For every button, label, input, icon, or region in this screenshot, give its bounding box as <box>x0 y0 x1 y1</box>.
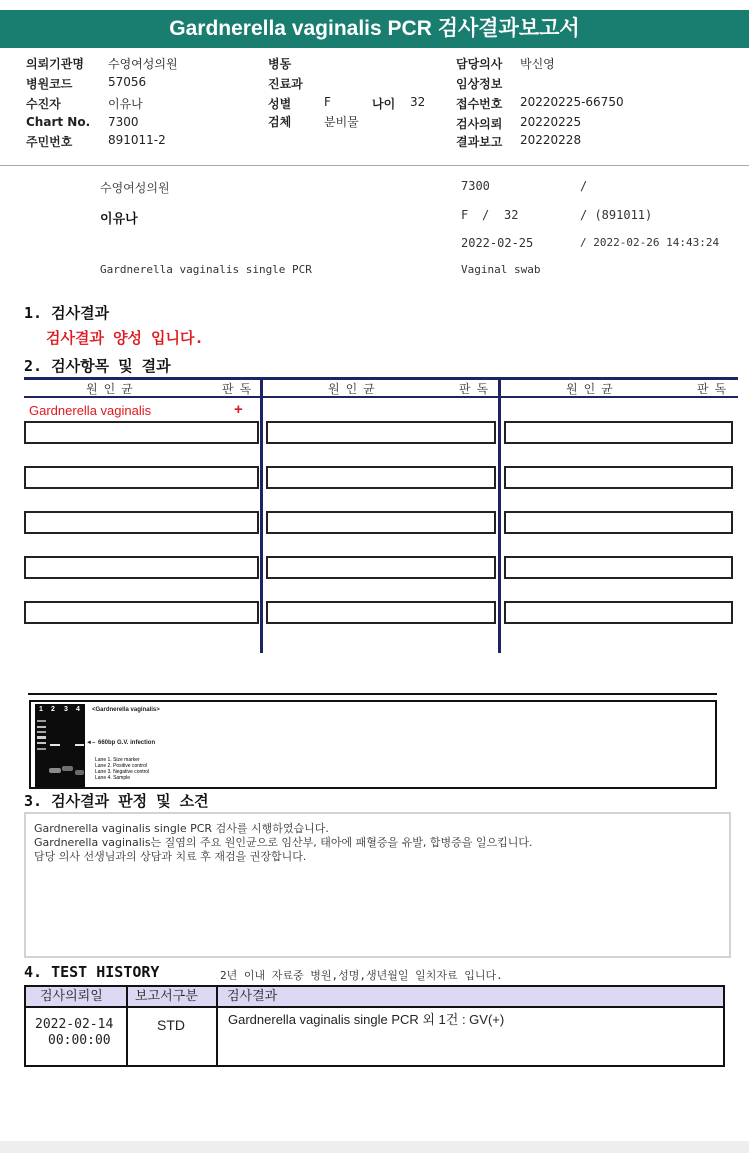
patient-label: 수진자 <box>26 97 61 111</box>
page-bottom-bar <box>0 1141 749 1153</box>
opinion-line: 담당 의사 선생님과의 상담과 치료 후 재검을 권장합니다. <box>34 850 307 863</box>
gel-band <box>37 736 46 739</box>
report-title: Gardnerella vaginalis PCR 검사결과보고서 <box>0 10 749 48</box>
result-box <box>24 466 259 489</box>
summary-slash: / <box>580 179 588 193</box>
summary-age: 32 <box>504 208 519 222</box>
result-box <box>266 511 496 534</box>
gel-band <box>37 742 46 744</box>
gel-figure-box <box>29 700 717 789</box>
history-type: STD <box>157 1017 185 1033</box>
summary-hospital: 수영여성의원 <box>100 181 170 195</box>
resident-no-value: 891011-2 <box>108 133 166 147</box>
header-divider <box>0 165 749 166</box>
specimen-value: 분비물 <box>324 115 359 129</box>
result-box <box>266 421 496 444</box>
gel-band <box>62 766 73 771</box>
chart-no-value: 7300 <box>108 115 139 129</box>
clinical-info-label: 임상정보 <box>456 77 503 91</box>
result-box <box>504 511 733 534</box>
history-header-row <box>26 987 723 1007</box>
doctor-value: 박신영 <box>520 57 555 71</box>
hospital-value: 수영여성의원 <box>108 57 178 71</box>
summary-test-name: Gardnerella vaginalis single PCR <box>100 263 312 276</box>
result-box <box>504 421 733 444</box>
history-col-divider <box>126 985 128 1067</box>
result-box <box>24 601 259 624</box>
section3-heading: 3. 검사결과 판정 및 소견 <box>24 792 209 810</box>
chart-no-label: Chart No. <box>26 115 91 129</box>
result-box <box>266 601 496 624</box>
opinion-line: Gardnerella vaginalis는 질염의 주요 원인균으로 임산부, 태아에 패혈증을 유발, 합병증을 일으킵니다. <box>34 836 533 849</box>
col-organism-1: 원인균 <box>86 382 139 396</box>
history-col-date: 검사의뢰일 <box>40 989 103 1004</box>
age-value: 32 <box>410 95 426 109</box>
report-date-value: 20220228 <box>520 133 582 147</box>
section4-heading: 4. TEST HISTORY <box>24 963 160 981</box>
gel-legend-item: Lane 4. Sample <box>95 775 131 781</box>
gel-image <box>35 704 85 787</box>
lane-number: 2 <box>51 706 55 713</box>
gel-legend-item: Lane 2. Positive control <box>95 763 147 769</box>
opinion-line: Gardnerella vaginalis single PCR 검사를 시행하였습니다. <box>34 822 329 835</box>
result-box <box>24 511 259 534</box>
accession-value: 20220225-66750 <box>520 95 624 109</box>
lane-number: 4 <box>76 706 80 713</box>
gel-band <box>37 720 46 722</box>
gel-band <box>37 726 46 728</box>
hospital-label: 의뢰기관명 <box>26 57 84 71</box>
report-date-label: 결과보고 <box>456 135 503 149</box>
doctor-label: 담당의사 <box>456 57 503 71</box>
summary-sex-slash: / <box>482 208 490 222</box>
gel-band <box>50 744 60 746</box>
specimen-label: 검체 <box>268 115 292 129</box>
section2-heading: 2. 검사항목 및 결과 <box>24 357 171 375</box>
col-judgement-1: 판독 <box>222 382 258 396</box>
sex-label: 성별 <box>268 97 292 111</box>
summary-received-date: 2022-02-25 <box>461 236 534 250</box>
results-col-divider-2 <box>498 377 501 653</box>
hospital-code-value: 57056 <box>108 75 147 89</box>
history-col-type: 보고서구분 <box>135 989 198 1004</box>
result-box <box>24 421 259 444</box>
summary-patient: 이유나 <box>100 212 138 227</box>
gel-divider <box>28 693 717 695</box>
gel-band <box>75 744 84 746</box>
sex-value: F <box>324 95 331 109</box>
lane-number: 3 <box>64 706 68 713</box>
history-result: Gardnerella vaginalis single PCR 외 1건 : GV(+) <box>228 1012 505 1027</box>
history-date: 2022-02-14 <box>35 1017 114 1032</box>
gel-band <box>37 731 46 733</box>
result-box <box>504 601 733 624</box>
col-judgement-3: 판독 <box>697 382 733 396</box>
section1-heading: 1. 검사결과 <box>24 304 110 322</box>
history-col-divider <box>216 985 218 1067</box>
summary-sex: F <box>461 208 469 222</box>
gel-band <box>49 768 61 773</box>
gel-legend-item: Lane 1. Size marker <box>95 757 140 763</box>
result-box <box>504 466 733 489</box>
accession-label: 접수번호 <box>456 97 503 111</box>
col-judgement-2: 판독 <box>459 382 495 396</box>
summary-chart: 7300 <box>461 179 490 193</box>
request-date-value: 20220225 <box>520 115 582 129</box>
arrow-icon: ◄– <box>86 740 96 746</box>
result-box <box>504 556 733 579</box>
resident-no-label: 주민번호 <box>26 135 73 149</box>
request-date-label: 검사의뢰 <box>456 117 503 131</box>
result-box <box>24 556 259 579</box>
result-box <box>266 466 496 489</box>
section1-result: 검사결과 양성 입니다. <box>46 329 204 347</box>
history-time: 00:00:00 <box>48 1033 111 1048</box>
result-box <box>266 556 496 579</box>
history-col-result: 검사결과 <box>227 989 278 1004</box>
patient-value: 이유나 <box>108 97 143 111</box>
col-organism-2: 원인균 <box>328 382 381 396</box>
summary-specimen: Vaginal swab <box>461 263 541 276</box>
results-col-divider-1 <box>260 377 263 653</box>
summary-report-datetime: / 2022-02-26 14:43:24 <box>580 236 720 249</box>
lane-number: 1 <box>39 706 43 713</box>
history-header-rule <box>24 1006 725 1008</box>
gel-title: <Gardnerella vaginalis> <box>92 707 160 713</box>
summary-birth: / (891011) <box>580 208 653 222</box>
gel-legend-item: Lane 3. Negative control <box>95 769 150 775</box>
hospital-code-label: 병원코드 <box>26 77 73 91</box>
ward-label: 병동 <box>268 57 292 71</box>
age-label: 나이 <box>372 97 396 111</box>
gel-band <box>37 748 46 750</box>
organism-name: Gardnerella vaginalis <box>29 403 152 418</box>
history-note: 2년 이내 자료중 병원,성명,생년월일 일치자료 입니다. <box>220 969 503 982</box>
gel-band-label: 660bp G.V. infection <box>98 740 156 746</box>
opinion-box <box>24 812 731 958</box>
col-organism-3: 원인균 <box>566 382 619 396</box>
gel-band <box>75 770 84 775</box>
department-label: 진료과 <box>268 77 303 91</box>
judgement-positive: + <box>234 401 243 418</box>
